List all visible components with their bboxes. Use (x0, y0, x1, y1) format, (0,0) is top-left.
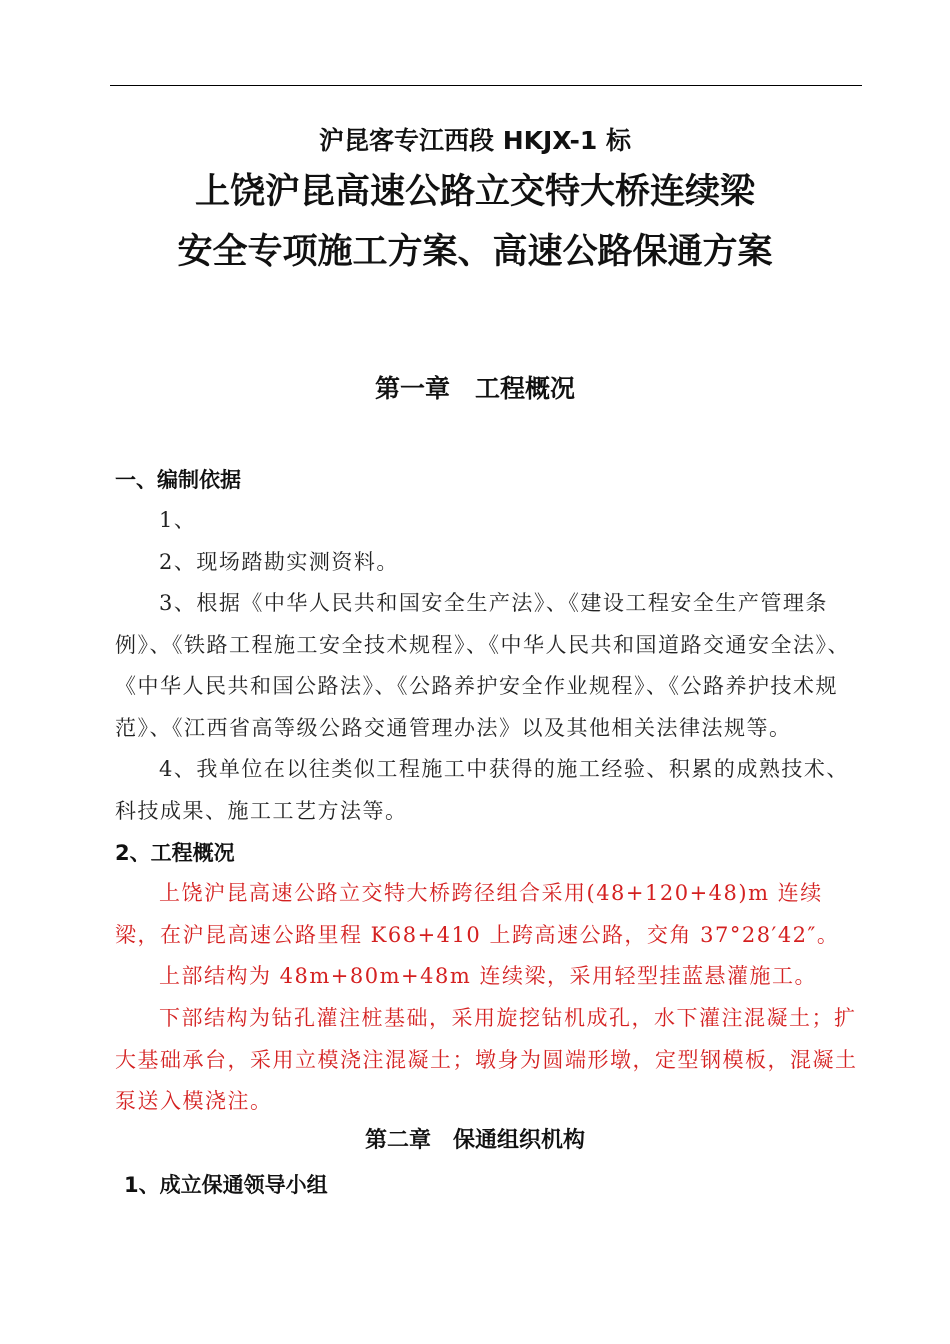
overview-paragraph-1: 上饶沪昆高速公路立交特大桥跨径组合采用(48+120+48)m 连续梁，在沪昆高速公路里程 K68+410 上跨高速公路，交角 37°28′42″。 (115, 881, 840, 947)
section-heading-leadership-group: 1、成立保通领导小组 (124, 1173, 328, 1197)
chapter-2-title: 第二章 保通组织机构 (364, 1128, 585, 1153)
basis-item-3: 3、根据《中华人民共和国安全生产法》、《建设工程安全生产管理条例》、《铁路工程施工安全技术规程》、《中华人民共和国道路交通安全法》、《中华人民共和国公路法》、《公路养护安全作业规程》、《公路养护技术规范》、《江西省高等级公路交通管理办法》以及其他相关法律法规等。 (115, 591, 850, 740)
section-heading-basis: 一、编制依据 (115, 468, 241, 492)
document-title-line-1: 上饶沪昆高速公路立交特大桥连续梁 (194, 172, 755, 212)
document-title-line-2: 安全专项施工方案、高速公路保通方案 (177, 232, 773, 272)
overview-paragraph-3: 下部结构为钻孔灌注桩基础，采用旋挖钻机成孔，水下灌注混凝土；扩大基础承台，采用立模浇注混凝土；墩身为圆端形墩，定型钢模板，混凝土泵送入模浇注。 (115, 1006, 858, 1113)
basis-item-4: 4、我单位在以往类似工程施工中获得的施工经验、积累的成熟技术、科技成果、施工工艺方法等。 (115, 757, 849, 823)
header-rule (110, 85, 862, 86)
basis-item-1: 1、 (159, 508, 197, 532)
section-heading-overview: 2、工程概况 (115, 841, 235, 865)
basis-item-2: 2、现场踏勘实测资料。 (159, 550, 399, 574)
overview-paragraph-2: 上部结构为 48m+80m+48m 连续梁，采用轻型挂蓝悬灌施工。 (159, 964, 817, 988)
document-subtitle: 沪昆客专江西段 HKJX-1 标 (318, 126, 631, 155)
chapter-1-title: 第一章 工程概况 (374, 374, 575, 403)
